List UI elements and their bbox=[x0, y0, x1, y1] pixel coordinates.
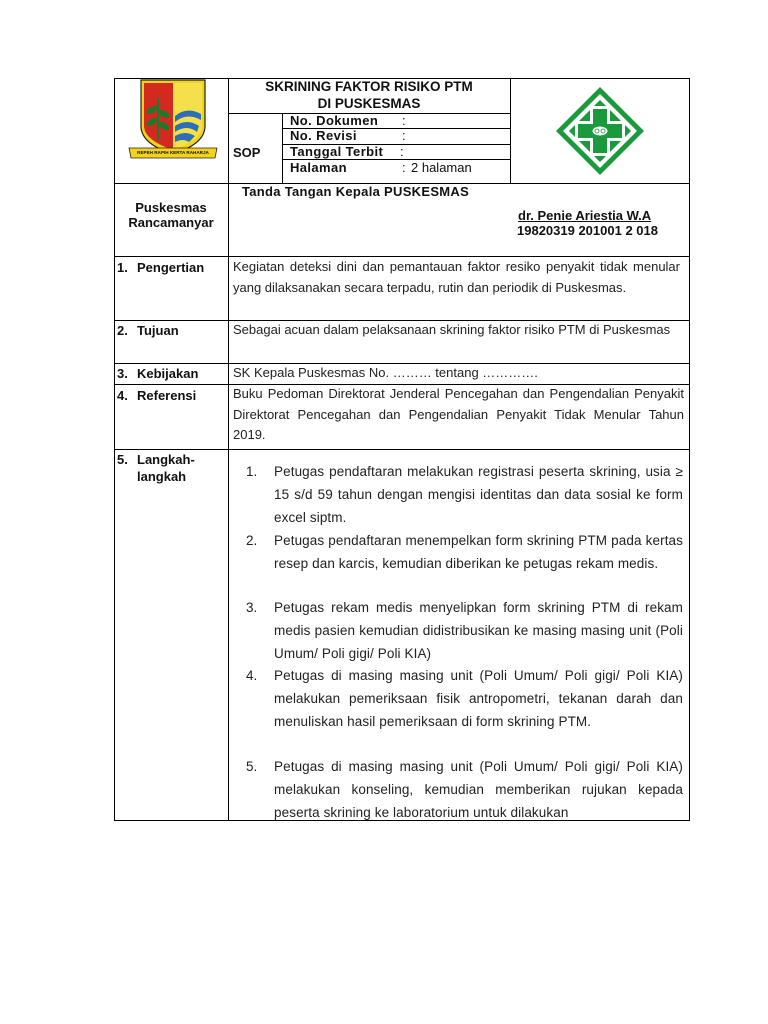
step-text: Petugas pendaftaran menempelkan form skrining PTM pada kertas resep dan karcis, kemudian diberikan ke petugas rekam medis. bbox=[274, 533, 683, 571]
section-text: Buku Pedoman Direktorat Jenderal Pencegahan dan Pengendalian Penyakit Direktorat Pencegahan dan Pengendalian Penyakit Tidak Menular Tahun 2019. bbox=[233, 386, 684, 442]
meta-label: Tanggal Terbit bbox=[290, 144, 384, 159]
section-number: 1. bbox=[117, 260, 128, 275]
meta-colon: : bbox=[402, 128, 406, 143]
meta-value: 2 halaman bbox=[411, 160, 472, 175]
meta-label: Halaman bbox=[290, 160, 347, 175]
table-divider bbox=[510, 78, 511, 183]
section-title-line2: langkah bbox=[137, 469, 187, 484]
meta-colon: : bbox=[402, 113, 406, 128]
section-title: Tujuan bbox=[137, 323, 179, 338]
table-divider bbox=[282, 113, 283, 183]
step-number: 2. bbox=[246, 533, 258, 548]
signature-title: Tanda Tangan Kepala PUSKESMAS bbox=[242, 184, 470, 199]
document-title-line2: DI PUSKESMAS bbox=[317, 96, 421, 111]
meta-label: No. Dokumen bbox=[290, 113, 379, 128]
table-border-bottom bbox=[114, 820, 690, 821]
sop-label: SOP bbox=[233, 145, 261, 160]
head-nip: 19820319 201001 2 018 bbox=[517, 223, 658, 238]
meta-label: No. Revisi bbox=[290, 128, 357, 143]
table-divider bbox=[228, 78, 229, 821]
section-text: Kegiatan deteksi dini dan pemantauan faktor resiko penyakit tidak menular yang dilaksanakan secara terpadu, rutin dan periodik di Puskesmas. bbox=[233, 259, 680, 295]
section-title: Pengertian bbox=[137, 260, 205, 275]
document-title: SKRINING FAKTOR RISIKO PTM bbox=[265, 79, 473, 94]
step-text: Petugas di masing masing unit (Poli Umum/ Poli gigi/ Poli KIA) melakukan pemeriksaan fisik antropometri, tekanan darah dan menuliskan hasil pemeriksaan di form skrining PTM. bbox=[274, 668, 683, 729]
section-text: Sebagai acuan dalam pelaksanaan skrining faktor risiko PTM di Puskesmas bbox=[233, 322, 671, 337]
step-text: Petugas pendaftaran melakukan registrasi peserta skrining, usia ≥ 15 s/d 59 tahun dengan mengisi identitas dan data sosial ke form excel siptm. bbox=[274, 464, 683, 525]
step-number: 3. bbox=[246, 600, 258, 615]
section-number: 3. bbox=[117, 366, 128, 381]
section-title: Referensi bbox=[137, 388, 197, 403]
puskesmas-logo bbox=[553, 84, 647, 178]
step-number: 1. bbox=[246, 464, 258, 479]
table-border-right bbox=[689, 78, 690, 821]
section-title: Langkah- bbox=[137, 452, 195, 467]
table-border-left bbox=[114, 78, 115, 821]
org-name: Puskesmas bbox=[135, 200, 207, 215]
step-text: Petugas rekam medis menyelipkan form skrining PTM di rekam medis pasien kemudian didistribusikan ke masing masing unit (Poli Umum/ Poli gigi/ Poli KIA) bbox=[274, 600, 683, 661]
org-name-line2: Rancamanyar bbox=[128, 215, 214, 230]
section-number: 2. bbox=[117, 323, 128, 338]
meta-colon: : bbox=[402, 160, 406, 175]
section-number: 5. bbox=[117, 452, 128, 467]
meta-colon: : bbox=[400, 144, 404, 159]
section-title: Kebijakan bbox=[137, 366, 199, 381]
crest-motto: REPEH RAPIH KERTA RAHARJA bbox=[137, 150, 209, 155]
table-divider bbox=[114, 449, 690, 450]
step-text: Petugas di masing masing unit (Poli Umum/ Poli gigi/ Poli KIA) melakukan konseling, kemudian memberikan rujukan kepada peserta skrining ke laboratorium untuk dilakukan bbox=[274, 759, 683, 820]
regency-crest-logo bbox=[127, 76, 219, 162]
step-number: 4. bbox=[246, 668, 258, 683]
head-name: dr. Penie Ariestia W.A bbox=[518, 208, 652, 223]
step-number: 5. bbox=[246, 759, 258, 774]
section-text: SK Kepala Puskesmas No. ……… tentang …………. bbox=[233, 365, 538, 380]
section-number: 4. bbox=[117, 388, 128, 403]
